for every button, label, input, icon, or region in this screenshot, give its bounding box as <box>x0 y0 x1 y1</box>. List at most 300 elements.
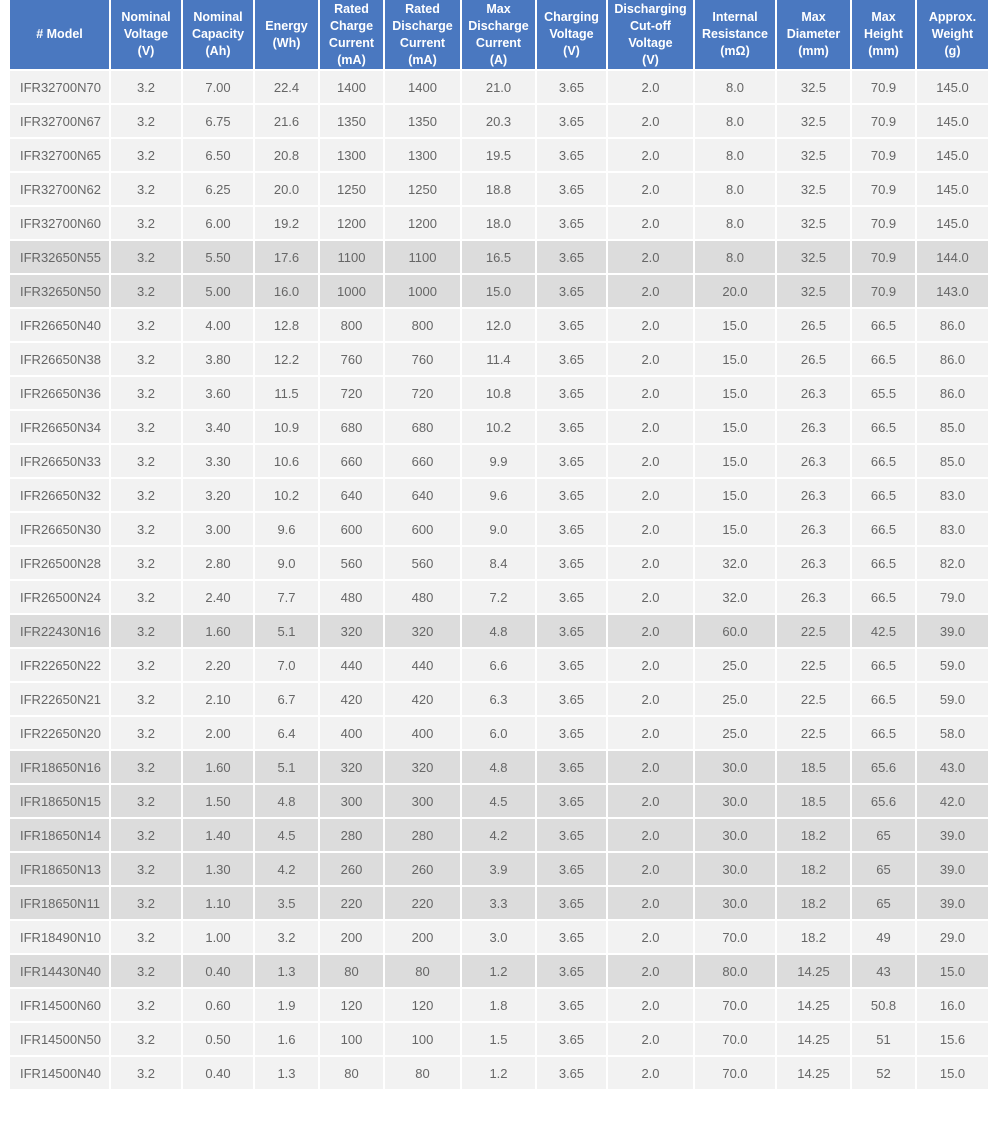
table-cell: 480 <box>320 581 383 615</box>
table-cell: 12.0 <box>462 309 535 343</box>
table-cell: 32.5 <box>777 207 850 241</box>
table-cell: 6.25 <box>183 173 253 207</box>
column-header-line: Weight <box>931 27 974 41</box>
table-cell: 2.0 <box>608 309 693 343</box>
table-cell: 3.2 <box>111 683 181 717</box>
table-row <box>10 717 988 751</box>
table-cell: 65 <box>852 887 915 921</box>
column-header <box>385 0 460 71</box>
table-cell: 760 <box>320 343 383 377</box>
column-header <box>777 0 850 71</box>
table-cell: 26.3 <box>777 479 850 513</box>
model-cell: IFR22650N21 <box>10 683 109 717</box>
table-cell: 3.65 <box>537 547 606 581</box>
table-cell: 3.65 <box>537 751 606 785</box>
table-cell: 18.0 <box>462 207 535 241</box>
table-cell: 2.40 <box>183 581 253 615</box>
table-cell: 3.65 <box>537 1057 606 1091</box>
table-cell: 66.5 <box>852 343 915 377</box>
table-cell: 4.2 <box>462 819 535 853</box>
column-header-line: Voltage <box>123 27 169 41</box>
table-cell: 14.25 <box>777 989 850 1023</box>
table-cell: 1000 <box>385 275 460 309</box>
table-cell: 1.3 <box>255 1057 318 1091</box>
table-cell: 3.65 <box>537 377 606 411</box>
table-cell: 2.0 <box>608 547 693 581</box>
table-cell: 4.5 <box>255 819 318 853</box>
table-cell: 1.8 <box>462 989 535 1023</box>
table-cell: 10.8 <box>462 377 535 411</box>
table-cell: 2.0 <box>608 173 693 207</box>
table-cell: 16.5 <box>462 241 535 275</box>
table-cell: 20.0 <box>255 173 318 207</box>
model-cell: IFR32700N65 <box>10 139 109 173</box>
table-cell: 7.7 <box>255 581 318 615</box>
table-cell: 32.5 <box>777 71 850 105</box>
table-cell: 14.25 <box>777 955 850 989</box>
table-cell: 4.8 <box>462 751 535 785</box>
table-cell: 3.65 <box>537 207 606 241</box>
table-cell: 59.0 <box>917 683 988 717</box>
table-cell: 26.3 <box>777 377 850 411</box>
spec-table-container <box>10 0 992 1091</box>
model-cell: IFR18490N10 <box>10 921 109 955</box>
table-cell: 80 <box>385 955 460 989</box>
table-cell: 3.2 <box>111 921 181 955</box>
table-row <box>10 309 988 343</box>
table-cell: 26.3 <box>777 445 850 479</box>
table-cell: 25.0 <box>695 717 775 751</box>
table-cell: 66.5 <box>852 309 915 343</box>
table-cell: 3.2 <box>111 547 181 581</box>
table-cell: 600 <box>320 513 383 547</box>
model-cell: IFR26650N30 <box>10 513 109 547</box>
table-cell: 25.0 <box>695 649 775 683</box>
table-cell: 0.40 <box>183 955 253 989</box>
model-cell: IFR22650N22 <box>10 649 109 683</box>
table-cell: 420 <box>385 683 460 717</box>
table-cell: 3.60 <box>183 377 253 411</box>
table-cell: 85.0 <box>917 445 988 479</box>
table-cell: 440 <box>320 649 383 683</box>
column-header-line: (mm) <box>868 44 899 58</box>
table-cell: 65 <box>852 853 915 887</box>
table-cell: 66.5 <box>852 479 915 513</box>
table-cell: 22.5 <box>777 649 850 683</box>
table-cell: 7.00 <box>183 71 253 105</box>
table-cell: 3.3 <box>462 887 535 921</box>
table-cell: 18.2 <box>777 921 850 955</box>
table-cell: 1.30 <box>183 853 253 887</box>
table-cell: 51 <box>852 1023 915 1057</box>
table-cell: 3.2 <box>111 887 181 921</box>
model-cell: IFR26650N40 <box>10 309 109 343</box>
table-cell: 1400 <box>385 71 460 105</box>
table-cell: 2.0 <box>608 955 693 989</box>
table-cell: 3.0 <box>462 921 535 955</box>
table-row <box>10 615 988 649</box>
table-cell: 19.2 <box>255 207 318 241</box>
table-cell: 3.65 <box>537 343 606 377</box>
table-cell: 14.25 <box>777 1057 850 1091</box>
table-cell: 3.2 <box>111 275 181 309</box>
table-cell: 3.2 <box>111 751 181 785</box>
table-cell: 1.9 <box>255 989 318 1023</box>
table-cell: 2.0 <box>608 989 693 1023</box>
table-cell: 22.5 <box>777 683 850 717</box>
table-cell: 144.0 <box>917 241 988 275</box>
table-cell: 1350 <box>320 105 383 139</box>
table-cell: 39.0 <box>917 853 988 887</box>
table-cell: 15.0 <box>695 377 775 411</box>
table-cell: 3.65 <box>537 275 606 309</box>
table-cell: 20.3 <box>462 105 535 139</box>
table-cell: 1.60 <box>183 751 253 785</box>
table-cell: 800 <box>385 309 460 343</box>
table-cell: 42.0 <box>917 785 988 819</box>
table-cell: 4.5 <box>462 785 535 819</box>
table-cell: 2.0 <box>608 275 693 309</box>
table-cell: 22.5 <box>777 717 850 751</box>
table-cell: 1.00 <box>183 921 253 955</box>
table-cell: 145.0 <box>917 139 988 173</box>
table-cell: 17.6 <box>255 241 318 275</box>
table-cell: 800 <box>320 309 383 343</box>
table-cell: 680 <box>320 411 383 445</box>
table-cell: 3.65 <box>537 887 606 921</box>
column-header-line: (g) <box>944 44 961 58</box>
table-cell: 0.50 <box>183 1023 253 1057</box>
table-cell: 6.7 <box>255 683 318 717</box>
table-cell: 2.0 <box>608 71 693 105</box>
table-row <box>10 71 988 105</box>
table-cell: 21.6 <box>255 105 318 139</box>
table-cell: 1100 <box>385 241 460 275</box>
table-cell: 3.2 <box>111 139 181 173</box>
table-cell: 3.40 <box>183 411 253 445</box>
table-cell: 8.0 <box>695 241 775 275</box>
table-cell: 9.6 <box>255 513 318 547</box>
table-cell: 3.65 <box>537 819 606 853</box>
table-cell: 15.0 <box>695 411 775 445</box>
table-cell: 3.65 <box>537 989 606 1023</box>
table-cell: 145.0 <box>917 105 988 139</box>
table-cell: 3.2 <box>111 581 181 615</box>
table-cell: 2.0 <box>608 139 693 173</box>
table-cell: 29.0 <box>917 921 988 955</box>
table-cell: 18.8 <box>462 173 535 207</box>
table-cell: 6.0 <box>462 717 535 751</box>
table-cell: 2.0 <box>608 887 693 921</box>
table-cell: 65.5 <box>852 377 915 411</box>
table-cell: 720 <box>320 377 383 411</box>
table-cell: 120 <box>320 989 383 1023</box>
table-cell: 2.10 <box>183 683 253 717</box>
table-cell: 22.5 <box>777 615 850 649</box>
table-cell: 3.65 <box>537 513 606 547</box>
table-cell: 5.1 <box>255 615 318 649</box>
table-cell: 59.0 <box>917 649 988 683</box>
model-cell: IFR32700N62 <box>10 173 109 207</box>
table-cell: 260 <box>320 853 383 887</box>
table-cell: 3.65 <box>537 785 606 819</box>
table-cell: 480 <box>385 581 460 615</box>
column-header <box>255 0 318 71</box>
model-cell: IFR14500N60 <box>10 989 109 1023</box>
table-cell: 3.00 <box>183 513 253 547</box>
table-cell: 680 <box>385 411 460 445</box>
table-cell: 18.2 <box>777 819 850 853</box>
table-cell: 3.65 <box>537 921 606 955</box>
table-cell: 1000 <box>320 275 383 309</box>
table-cell: 3.2 <box>111 615 181 649</box>
table-cell: 15.0 <box>695 513 775 547</box>
table-cell: 3.65 <box>537 615 606 649</box>
table-cell: 320 <box>320 751 383 785</box>
table-cell: 86.0 <box>917 377 988 411</box>
table-cell: 85.0 <box>917 411 988 445</box>
column-header-line: (V) <box>642 52 659 67</box>
table-cell: 11.5 <box>255 377 318 411</box>
column-header <box>852 0 915 71</box>
table-row <box>10 207 988 241</box>
table-cell: 3.65 <box>537 411 606 445</box>
model-cell: IFR14500N50 <box>10 1023 109 1057</box>
header-row <box>10 0 988 71</box>
table-cell: 66.5 <box>852 717 915 751</box>
table-cell: 3.30 <box>183 445 253 479</box>
table-cell: 3.65 <box>537 445 606 479</box>
model-cell: IFR26650N38 <box>10 343 109 377</box>
table-cell: 70.0 <box>695 1023 775 1057</box>
table-cell: 11.4 <box>462 343 535 377</box>
table-cell: 70.0 <box>695 1057 775 1091</box>
table-row <box>10 989 988 1023</box>
model-cell: IFR14430N40 <box>10 955 109 989</box>
table-row <box>10 139 988 173</box>
model-cell: IFR32650N55 <box>10 241 109 275</box>
table-cell: 6.00 <box>183 207 253 241</box>
table-cell: 83.0 <box>917 479 988 513</box>
table-cell: 86.0 <box>917 309 988 343</box>
table-cell: 6.4 <box>255 717 318 751</box>
model-cell: IFR18650N16 <box>10 751 109 785</box>
table-cell: 2.0 <box>608 1057 693 1091</box>
table-cell: 2.0 <box>608 1023 693 1057</box>
column-header-line: Diameter <box>786 27 841 41</box>
table-cell: 15.0 <box>695 309 775 343</box>
table-cell: 3.2 <box>111 445 181 479</box>
column-header-line: Current <box>399 35 446 50</box>
table-cell: 26.3 <box>777 547 850 581</box>
column-header <box>10 0 109 71</box>
table-cell: 1300 <box>385 139 460 173</box>
table-cell: 2.0 <box>608 819 693 853</box>
column-header-line: (A) <box>489 52 508 67</box>
table-cell: 42.5 <box>852 615 915 649</box>
table-cell: 39.0 <box>917 819 988 853</box>
model-cell: IFR26500N24 <box>10 581 109 615</box>
table-cell: 3.2 <box>111 853 181 887</box>
table-cell: 3.65 <box>537 71 606 105</box>
table-row <box>10 343 988 377</box>
table-cell: 2.0 <box>608 683 693 717</box>
table-cell: 280 <box>385 819 460 853</box>
table-cell: 43.0 <box>917 751 988 785</box>
model-cell: IFR32700N70 <box>10 71 109 105</box>
table-cell: 15.0 <box>695 479 775 513</box>
table-cell: 39.0 <box>917 887 988 921</box>
table-cell: 0.60 <box>183 989 253 1023</box>
table-row <box>10 445 988 479</box>
table-cell: 3.2 <box>111 649 181 683</box>
table-cell: 3.9 <box>462 853 535 887</box>
table-cell: 1100 <box>320 241 383 275</box>
model-cell: IFR32700N60 <box>10 207 109 241</box>
table-cell: 66.5 <box>852 513 915 547</box>
table-cell: 3.65 <box>537 581 606 615</box>
table-row <box>10 275 988 309</box>
table-cell: 5.00 <box>183 275 253 309</box>
table-cell: 22.4 <box>255 71 318 105</box>
table-cell: 640 <box>385 479 460 513</box>
table-cell: 660 <box>320 445 383 479</box>
table-cell: 2.0 <box>608 581 693 615</box>
table-cell: 70.9 <box>852 173 915 207</box>
column-header-line: (mA) <box>408 52 437 67</box>
column-header-line: Rated <box>334 1 369 16</box>
battery-spec-table <box>8 0 990 1091</box>
table-row <box>10 853 988 887</box>
table-cell: 10.2 <box>255 479 318 513</box>
column-header <box>917 0 988 71</box>
table-cell: 70.9 <box>852 241 915 275</box>
table-cell: 120 <box>385 989 460 1023</box>
table-cell: 2.0 <box>608 513 693 547</box>
table-cell: 145.0 <box>917 71 988 105</box>
table-cell: 3.2 <box>111 717 181 751</box>
table-cell: 100 <box>385 1023 460 1057</box>
table-cell: 3.65 <box>537 105 606 139</box>
column-header-line: Voltage <box>628 35 673 50</box>
table-cell: 1.6 <box>255 1023 318 1057</box>
table-cell: 2.0 <box>608 445 693 479</box>
table-cell: 18.2 <box>777 853 850 887</box>
table-cell: 320 <box>385 615 460 649</box>
table-cell: 3.2 <box>111 1057 181 1091</box>
table-cell: 60.0 <box>695 615 775 649</box>
table-cell: 2.20 <box>183 649 253 683</box>
column-header-line: Resistance <box>701 27 768 41</box>
table-cell: 3.2 <box>111 207 181 241</box>
table-cell: 300 <box>385 785 460 819</box>
table-cell: 3.65 <box>537 173 606 207</box>
column-header-line: (Ah) <box>205 44 231 58</box>
table-cell: 400 <box>320 717 383 751</box>
table-cell: 2.0 <box>608 241 693 275</box>
table-cell: 145.0 <box>917 207 988 241</box>
table-row <box>10 1023 988 1057</box>
table-row <box>10 105 988 139</box>
column-header-line: (mm) <box>798 44 829 58</box>
table-cell: 30.0 <box>695 819 775 853</box>
column-header-line: Current <box>328 35 375 50</box>
column-header <box>111 0 181 71</box>
table-cell: 15.0 <box>695 445 775 479</box>
column-header-line: (V) <box>563 44 580 58</box>
table-cell: 2.0 <box>608 479 693 513</box>
column-header-line: Nominal <box>121 10 171 24</box>
table-cell: 1300 <box>320 139 383 173</box>
table-row <box>10 751 988 785</box>
table-cell: 32.0 <box>695 547 775 581</box>
table-cell: 9.0 <box>462 513 535 547</box>
column-header-line: Cut-off <box>630 18 671 33</box>
table-cell: 8.4 <box>462 547 535 581</box>
table-cell: 66.5 <box>852 649 915 683</box>
table-cell: 26.3 <box>777 581 850 615</box>
table-cell: 640 <box>320 479 383 513</box>
table-cell: 26.3 <box>777 513 850 547</box>
column-header-line: Discharge <box>468 18 529 33</box>
table-cell: 4.00 <box>183 309 253 343</box>
table-cell: 18.5 <box>777 785 850 819</box>
table-cell: 21.0 <box>462 71 535 105</box>
table-cell: 10.9 <box>255 411 318 445</box>
table-cell: 440 <box>385 649 460 683</box>
table-cell: 720 <box>385 377 460 411</box>
table-cell: 3.2 <box>111 989 181 1023</box>
table-cell: 0.40 <box>183 1057 253 1091</box>
table-row <box>10 921 988 955</box>
table-cell: 2.0 <box>608 921 693 955</box>
table-row <box>10 1057 988 1091</box>
table-row <box>10 173 988 207</box>
table-cell: 43 <box>852 955 915 989</box>
table-cell: 30.0 <box>695 751 775 785</box>
table-cell: 1250 <box>320 173 383 207</box>
table-cell: 220 <box>385 887 460 921</box>
table-cell: 20.8 <box>255 139 318 173</box>
table-cell: 15.0 <box>917 1057 988 1091</box>
model-cell: IFR26650N33 <box>10 445 109 479</box>
table-cell: 26.5 <box>777 309 850 343</box>
table-cell: 70.0 <box>695 921 775 955</box>
table-row <box>10 955 988 989</box>
table-cell: 18.2 <box>777 887 850 921</box>
column-header-line: (mΩ) <box>720 44 750 58</box>
table-cell: 2.0 <box>608 207 693 241</box>
table-cell: 70.9 <box>852 71 915 105</box>
table-cell: 20.0 <box>695 275 775 309</box>
table-cell: 2.0 <box>608 105 693 139</box>
table-cell: 6.75 <box>183 105 253 139</box>
table-cell: 1350 <box>385 105 460 139</box>
table-cell: 6.50 <box>183 139 253 173</box>
table-cell: 32.5 <box>777 139 850 173</box>
column-header-line: Max <box>871 10 896 24</box>
table-cell: 15.0 <box>695 343 775 377</box>
table-cell: 65.6 <box>852 785 915 819</box>
column-header-line: Current <box>475 35 522 50</box>
table-cell: 82.0 <box>917 547 988 581</box>
model-cell: IFR32650N50 <box>10 275 109 309</box>
table-cell: 600 <box>385 513 460 547</box>
table-cell: 10.6 <box>255 445 318 479</box>
table-cell: 280 <box>320 819 383 853</box>
table-cell: 100 <box>320 1023 383 1057</box>
table-cell: 9.6 <box>462 479 535 513</box>
